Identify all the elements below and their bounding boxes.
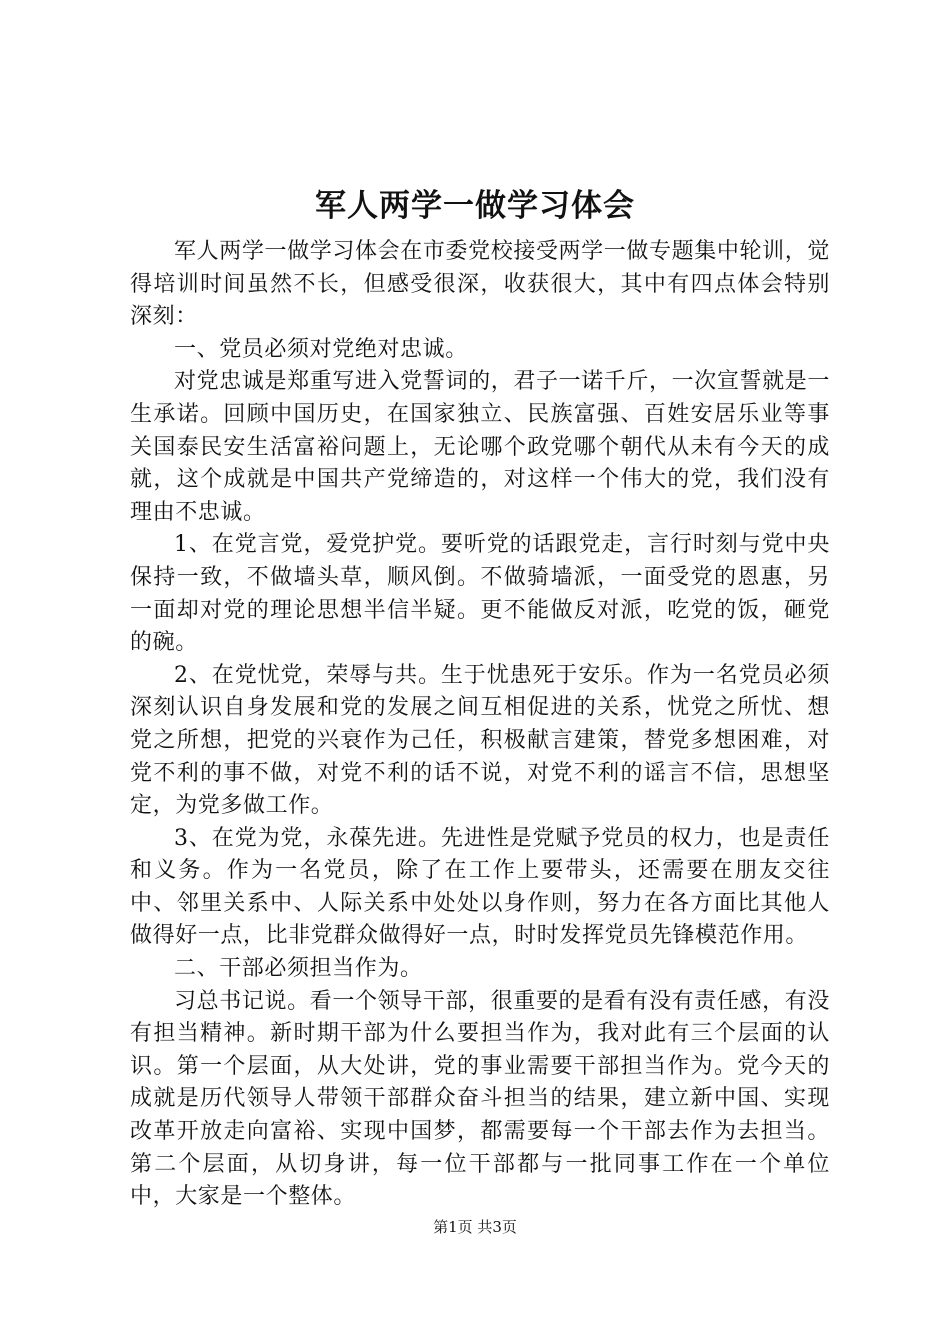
- paragraph-loyalty: 对党忠诚是郑重写进入党誓词的，君子一诺千斤，一次宣誓就是一生承诺。回顾中国历史，在国家独立、民族富强、百姓安居乐业等事关国泰民安生活富裕问题上，无论哪个政党哪个朝代从未有今天的成就，这个成就是中国共产党缔造的，对这样一个伟大的党，我们没有理由不忠诚。: [130, 369, 830, 525]
- paragraph-point-2: 2、在党忧党，荣辱与共。生于忧患死于安乐。作为一名党员必须深刻认识自身发展和党的发展之间互相促进的关系，忧党之所忧、想党之所想，把党的兴衰作为己任，积极献言建策，替党多想困难，对党不利的事不做，对党不利的话不说，对党不利的谣言不信，思想坚定，为党多做工作。: [130, 662, 830, 819]
- section-heading-loyalty: 一、党员必须对党绝对忠诚。: [174, 336, 468, 362]
- document-title: 军人两学一做学习体会: [315, 188, 635, 224]
- paragraph-point-1: 1、在党言党，爱党护党。要听党的话跟党走，言行时刻与党中央保持一致，不做墙头草，顺风倒。不做骑墙派，一面受党的恩惠，另一面却对党的理论思想半信半疑。更不能做反对派，吃党的饭，砸党的碗。: [130, 532, 830, 656]
- section-heading-responsibility: 二、干部必须担当作为。: [174, 956, 423, 982]
- paragraph-point-3: 3、在党为党，永葆先进。先进性是党赋予党员的权力，也是责任和义务。作为一名党员，除了在工作上要带头，还需要在朋友交往中、邻里关系中、人际关系中处处以身作则，努力在各方面比其他人做得好一点，比非党群众做得好一点，时时发挥党员先锋模范作用。: [130, 825, 830, 949]
- paragraph-intro: 军人两学一做学习体会在市委党校接受两学一做专题集中轮训，觉得培训时间虽然不长，但感受很深，收获很大，其中有四点体会特别深刻：: [130, 239, 830, 330]
- page-number-footer: 第1页 共3页: [433, 1218, 517, 1236]
- paragraph-responsibility: 习总书记说。看一个领导干部，很重要的是看有没有责任感，有没有担当精神。新时期干部为什么要担当作为，我对此有三个层面的认识。第一个层面，从大处讲，党的事业需要干部担当作为。党今天的成就是历代领导人带领干部群众奋斗担当的结果，建立新中国、实现改革开放走向富裕、实现中国梦，都需要每一个干部去作为去担当。第二个层面，从切身讲，每一位干部都与一批同事工作在一个单位中，大家是一个整体。: [130, 988, 830, 1210]
- document-body: [130, 236, 830, 1214]
